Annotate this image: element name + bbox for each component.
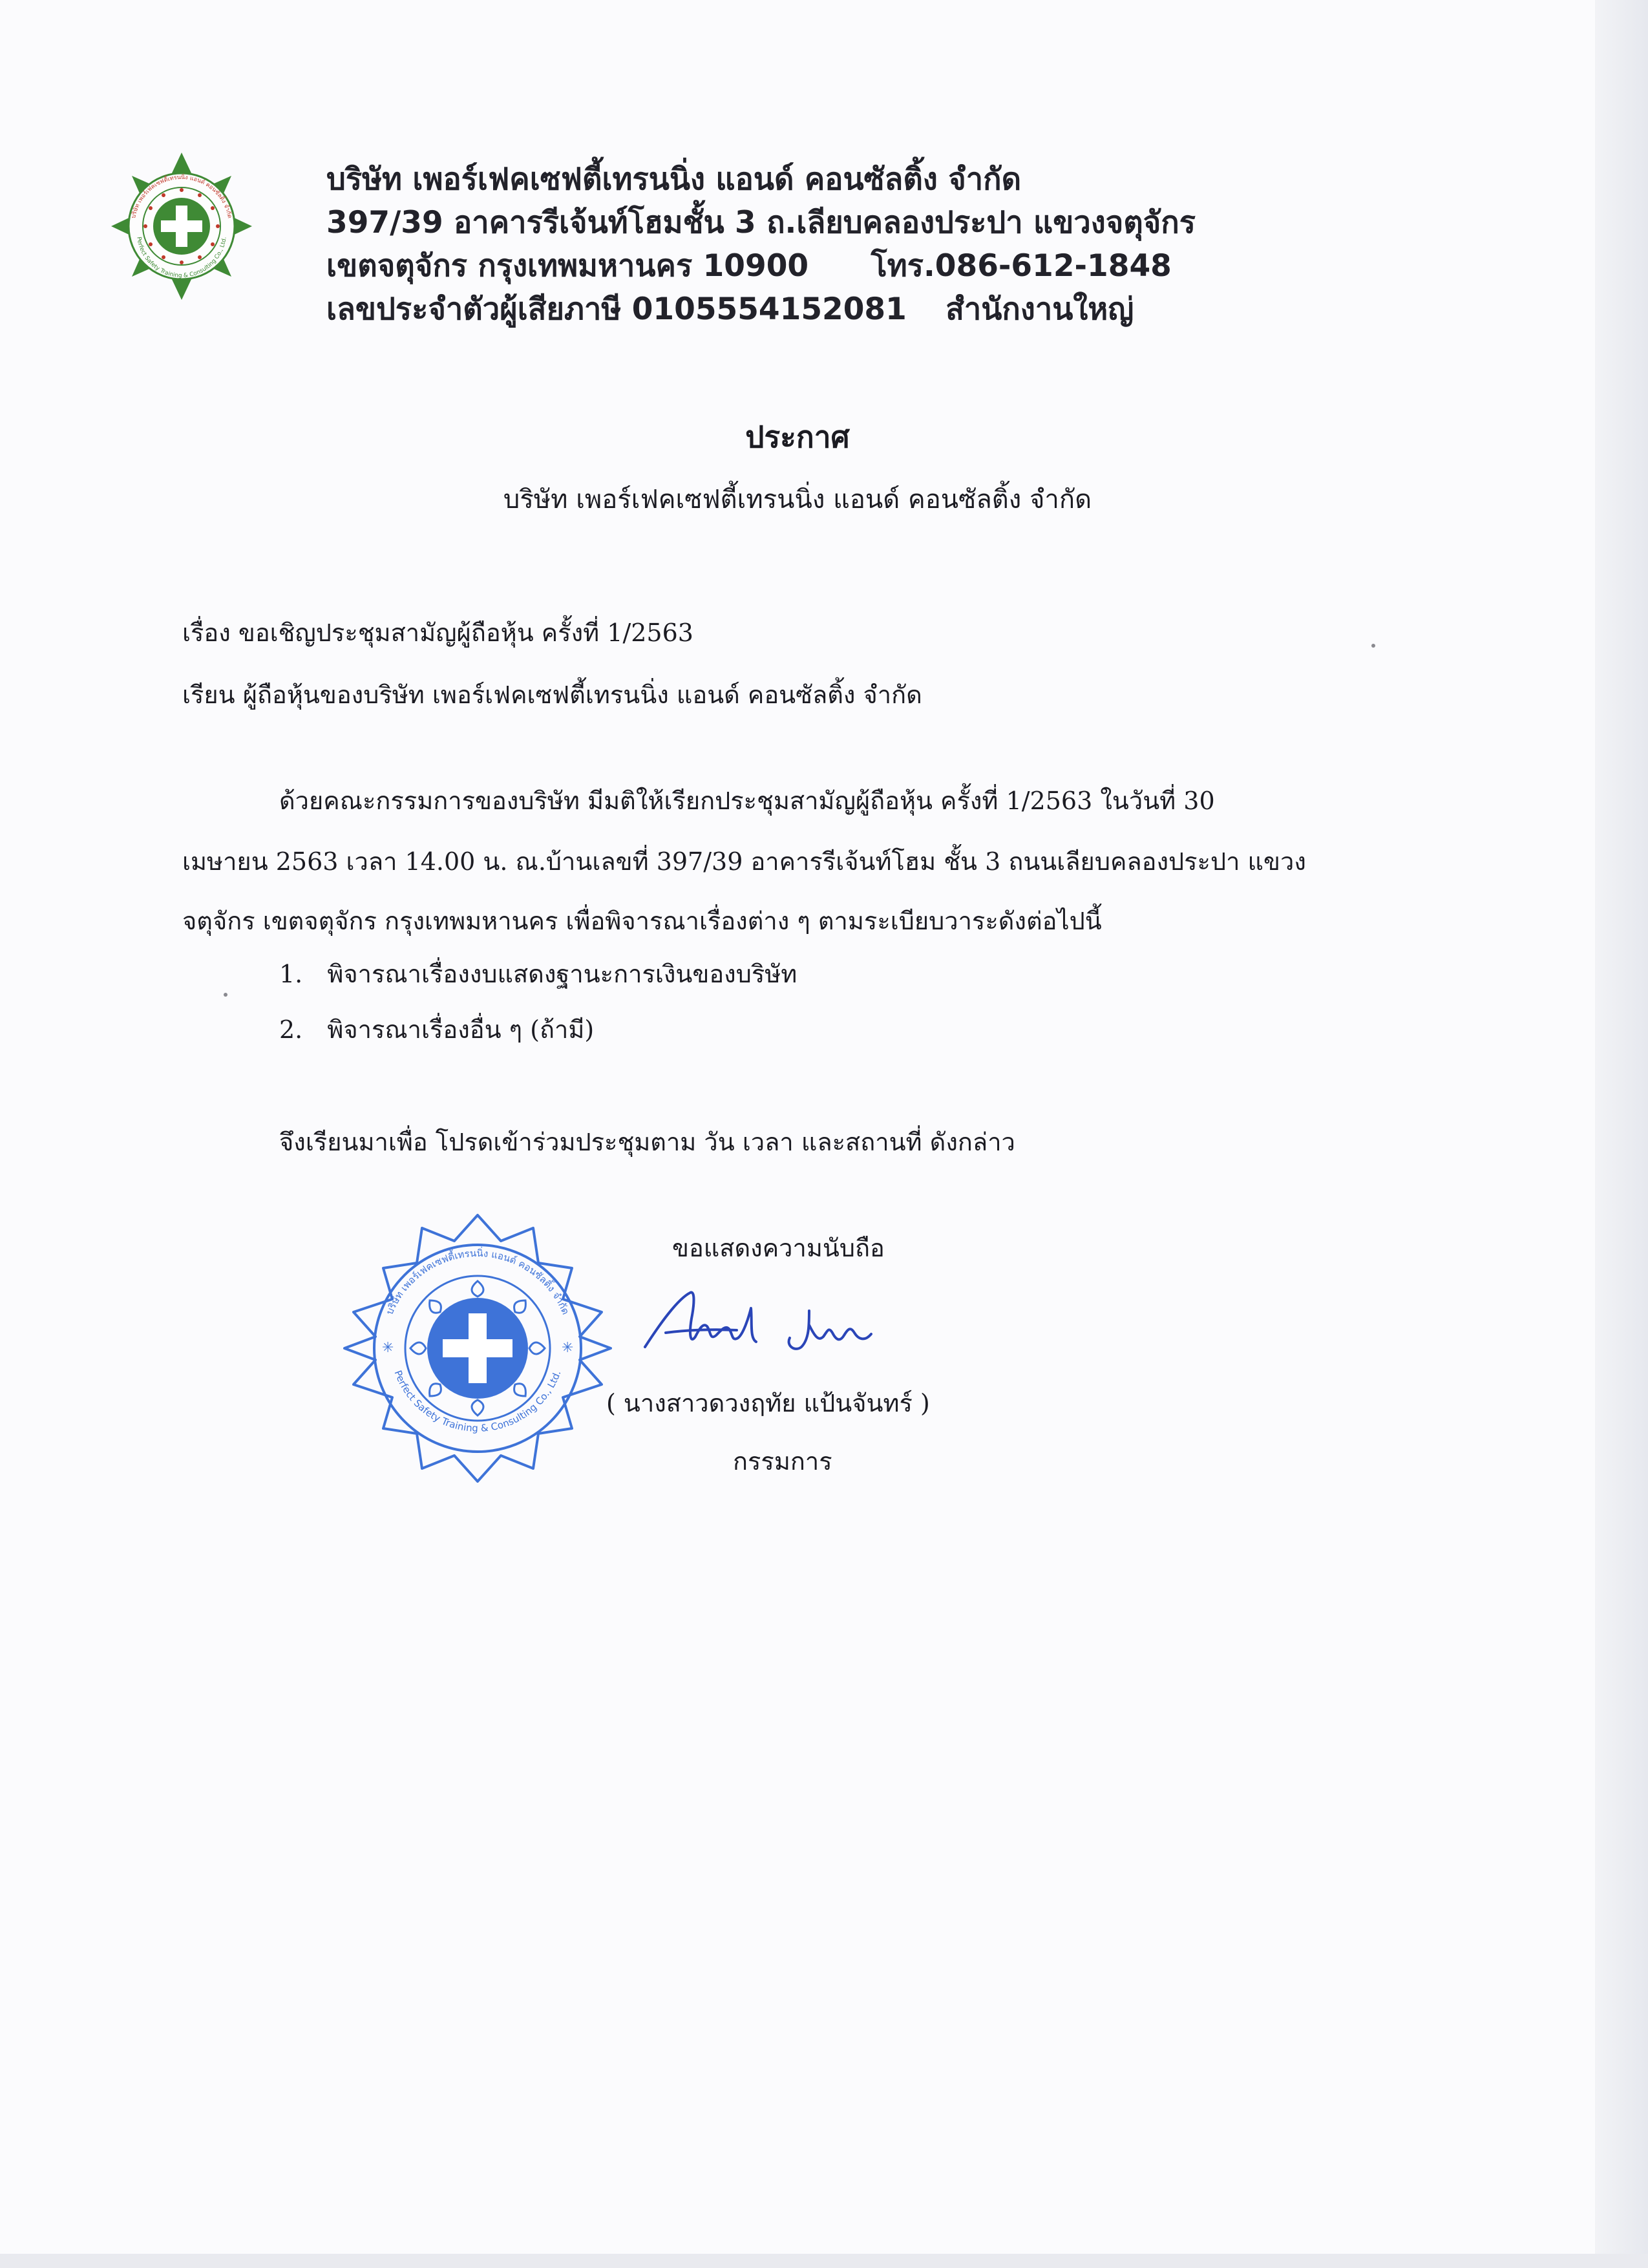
seal-arc-text-bottom: Perfect Safety Training & Consulting Co., Ltd. xyxy=(392,1368,564,1434)
agenda-text: พิจารณาเรื่องงบแสดงฐานะการเงินของบริษัท xyxy=(327,960,798,988)
company-seal-stamp-icon xyxy=(339,1210,616,1487)
agenda-number: 2. xyxy=(279,1015,303,1044)
handwritten-signature-icon xyxy=(640,1280,911,1357)
letter-addressee: เรียน ผู้ถือหุ้นของบริษัท เพอร์เฟคเซฟตี้เทรนนิ่ง แอนด์ คอนซัลติ้ง จำกัด xyxy=(182,681,922,709)
letter-subject: เรื่อง ขอเชิญประชุมสามัญผู้ถือหุ้น ครั้งที่ 1/2563 xyxy=(182,619,693,647)
signatory-position: กรรมการ xyxy=(733,1447,832,1476)
notice-title: ประกาศ xyxy=(745,419,850,454)
page-edge-right xyxy=(1595,0,1648,2268)
page-edge-bottom xyxy=(0,2254,1648,2268)
company-name-header: บริษัท เพอร์เฟคเซฟตี้เทรนนิ่ง แอนด์ คอนซัลติ้ง จำกัด xyxy=(326,162,1022,197)
scan-speck xyxy=(1371,644,1375,648)
signatory-name: ( นางสาวดวงฤทัย แป้นจันทร์ ) xyxy=(606,1389,930,1417)
body-line-1: ด้วยคณะกรรมการของบริษัท มีมติให้เรียกประชุมสามัญผู้ถือหุ้น ครั้งที่ 1/2563 ในวันที่ 30 xyxy=(279,787,1215,815)
logo-arc-text-bottom: Perfect Safety Training & Consulting Co., Ltd. xyxy=(135,236,228,280)
svg-text:✳: ✳ xyxy=(382,1340,394,1356)
company-address-line2 xyxy=(326,247,1172,286)
agenda-item-1 xyxy=(279,954,797,993)
company-address-line1: 397/39 อาคารรีเจ้นท์โฮมชั้น 3 ถ.เลียบคลองประปา แขวงจตุจักร xyxy=(326,205,1196,240)
company-district: เขตจตุจักร กรุงเทพมหานคร 10900 xyxy=(326,248,809,284)
svg-text:✳: ✳ xyxy=(562,1340,574,1356)
company-phone: โทร.086-612-1848 xyxy=(871,248,1172,284)
company-branch: สำนักงานใหญ่ xyxy=(945,291,1134,327)
company-tax-line xyxy=(326,290,1134,329)
logo-arc-text-top: บริษัท เพอร์เฟคเซฟตี้เทรนนิ่ง แอนด์ คอนซัลติ้ง จำกัด xyxy=(131,174,233,219)
signature-regards: ขอแสดงความนับถือ xyxy=(672,1234,885,1262)
agenda-item-2 xyxy=(279,1010,594,1049)
agenda-text: พิจารณาเรื่องอื่น ๆ (ถ้ามี) xyxy=(327,1015,595,1044)
scan-speck xyxy=(224,993,227,997)
company-logo-cross-icon xyxy=(109,150,255,302)
letter-closing: จึงเรียนมาเพื่อ โปรดเข้าร่วมประชุมตาม วัน เวลา และสถานที่ ดังกล่าว xyxy=(279,1128,1015,1156)
body-line-3: จตุจักร เขตจตุจักร กรุงเทพมหานคร เพื่อพิจารณาเรื่องต่าง ๆ ตามระเบียบวาระดังต่อไปนี้ xyxy=(182,907,1102,935)
body-line-2: เมษายน 2563 เวลา 14.00 น. ณ.บ้านเลขที่ 397/39 อาคารรีเจ้นท์โฮม ชั้น 3 ถนนเลียบคลองประปา แขวง xyxy=(182,847,1306,876)
company-tax-id: เลขประจำตัวผู้เสียภาษี 0105554152081 xyxy=(326,291,907,327)
agenda-number: 1. xyxy=(279,960,303,988)
notice-issuer: บริษัท เพอร์เฟคเซฟตี้เทรนนิ่ง แอนด์ คอนซัลติ้ง จำกัด xyxy=(503,485,1092,514)
seal-arc-text-top: บริษัท เพอร์เฟคเซฟตี้เทรนนิ่ง แอนด์ คอนซัลติ้ง จำกัด xyxy=(383,1247,572,1317)
